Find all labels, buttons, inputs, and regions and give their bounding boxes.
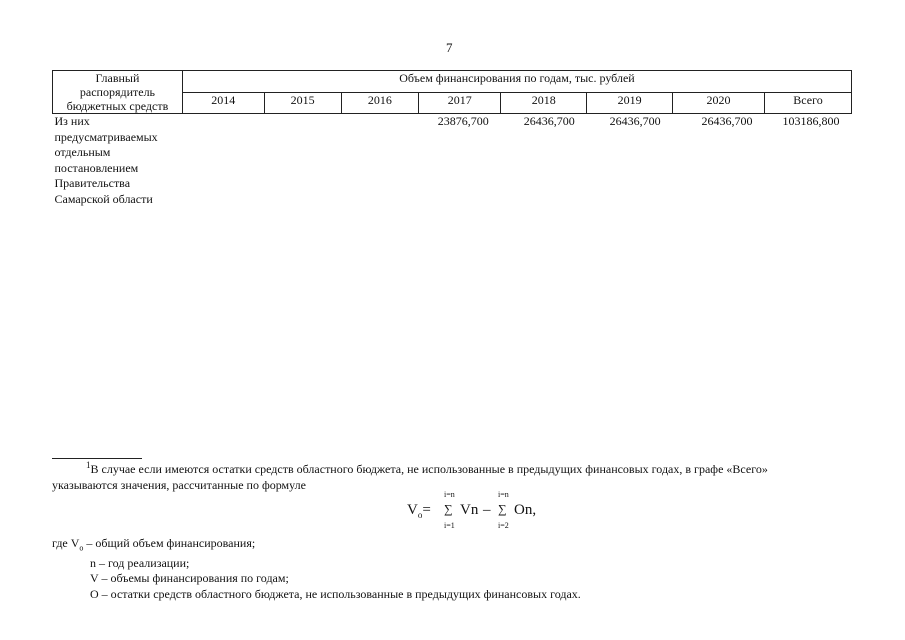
footnote-line-1: В случае если имеются остатки средств областного бюджета, не использованные в предыдущих финансовых годах, в графе «Всего» [90,462,768,476]
sum1-upper: i=n [444,490,455,499]
legend-line-v: V – объемы финансирования по годам; [90,571,289,586]
sum2-upper: i=n [498,490,509,499]
legend-line-vo: где $V_o$ – общий объем финансирования; [52,536,256,553]
header-year-2014: 2014 [182,92,264,114]
header-year-2020: 2020 [673,92,765,114]
footnote-line-2: указываются значения, рассчитанные по формуле [52,478,306,492]
cell-2014 [182,114,264,208]
legend-line-o: O – остатки средств областного бюджета, не использованные в предыдущих финансовых годах. [90,586,581,601]
table-row [53,114,852,208]
cell-2017: 23876,700 [437,114,489,128]
sum1-lower: i=1 [444,521,455,530]
cell-2020: 26436,700 [701,114,753,128]
sum1-sign: ∑ [444,502,453,516]
sum2-sign: ∑ [498,502,507,516]
footnote-divider [52,458,142,459]
header-total: Всего [765,92,852,114]
footnote [52,461,852,493]
footnote-mark: 1 [86,460,91,470]
cell-2016 [341,114,419,208]
header-financing-volume: Объем финансирования по годам, тыс. рублей [182,71,851,93]
legend-line-n: n – год реализации; [90,555,190,570]
page-number: 7 [446,40,453,55]
header-budget-holder: Главный распорядитель бюджетных средств [53,71,183,114]
formula [407,490,607,536]
financing-table [52,70,852,207]
cell-2019: 26436,700 [609,114,661,128]
cell-2018: 26436,700 [523,114,575,128]
row-label: Из них предусматриваемых отдельным постановлением Правительства Самарской области [54,114,158,206]
header-year-2018: 2018 [501,92,587,114]
header-year-2015: 2015 [264,92,341,114]
formula-term-o: On, [514,502,537,518]
formula-term-v: Vn [460,502,479,518]
formula-lhs: $V_o=$ [407,502,431,520]
header-year-2017: 2017 [419,92,501,114]
header-year-2016: 2016 [341,92,419,114]
sum2-lower: i=2 [498,521,509,530]
cell-total: 103186,800 [782,114,840,128]
header-year-2019: 2019 [587,92,673,114]
cell-2015 [264,114,341,208]
formula-legend [52,536,581,602]
formula-minus: – [483,502,491,518]
